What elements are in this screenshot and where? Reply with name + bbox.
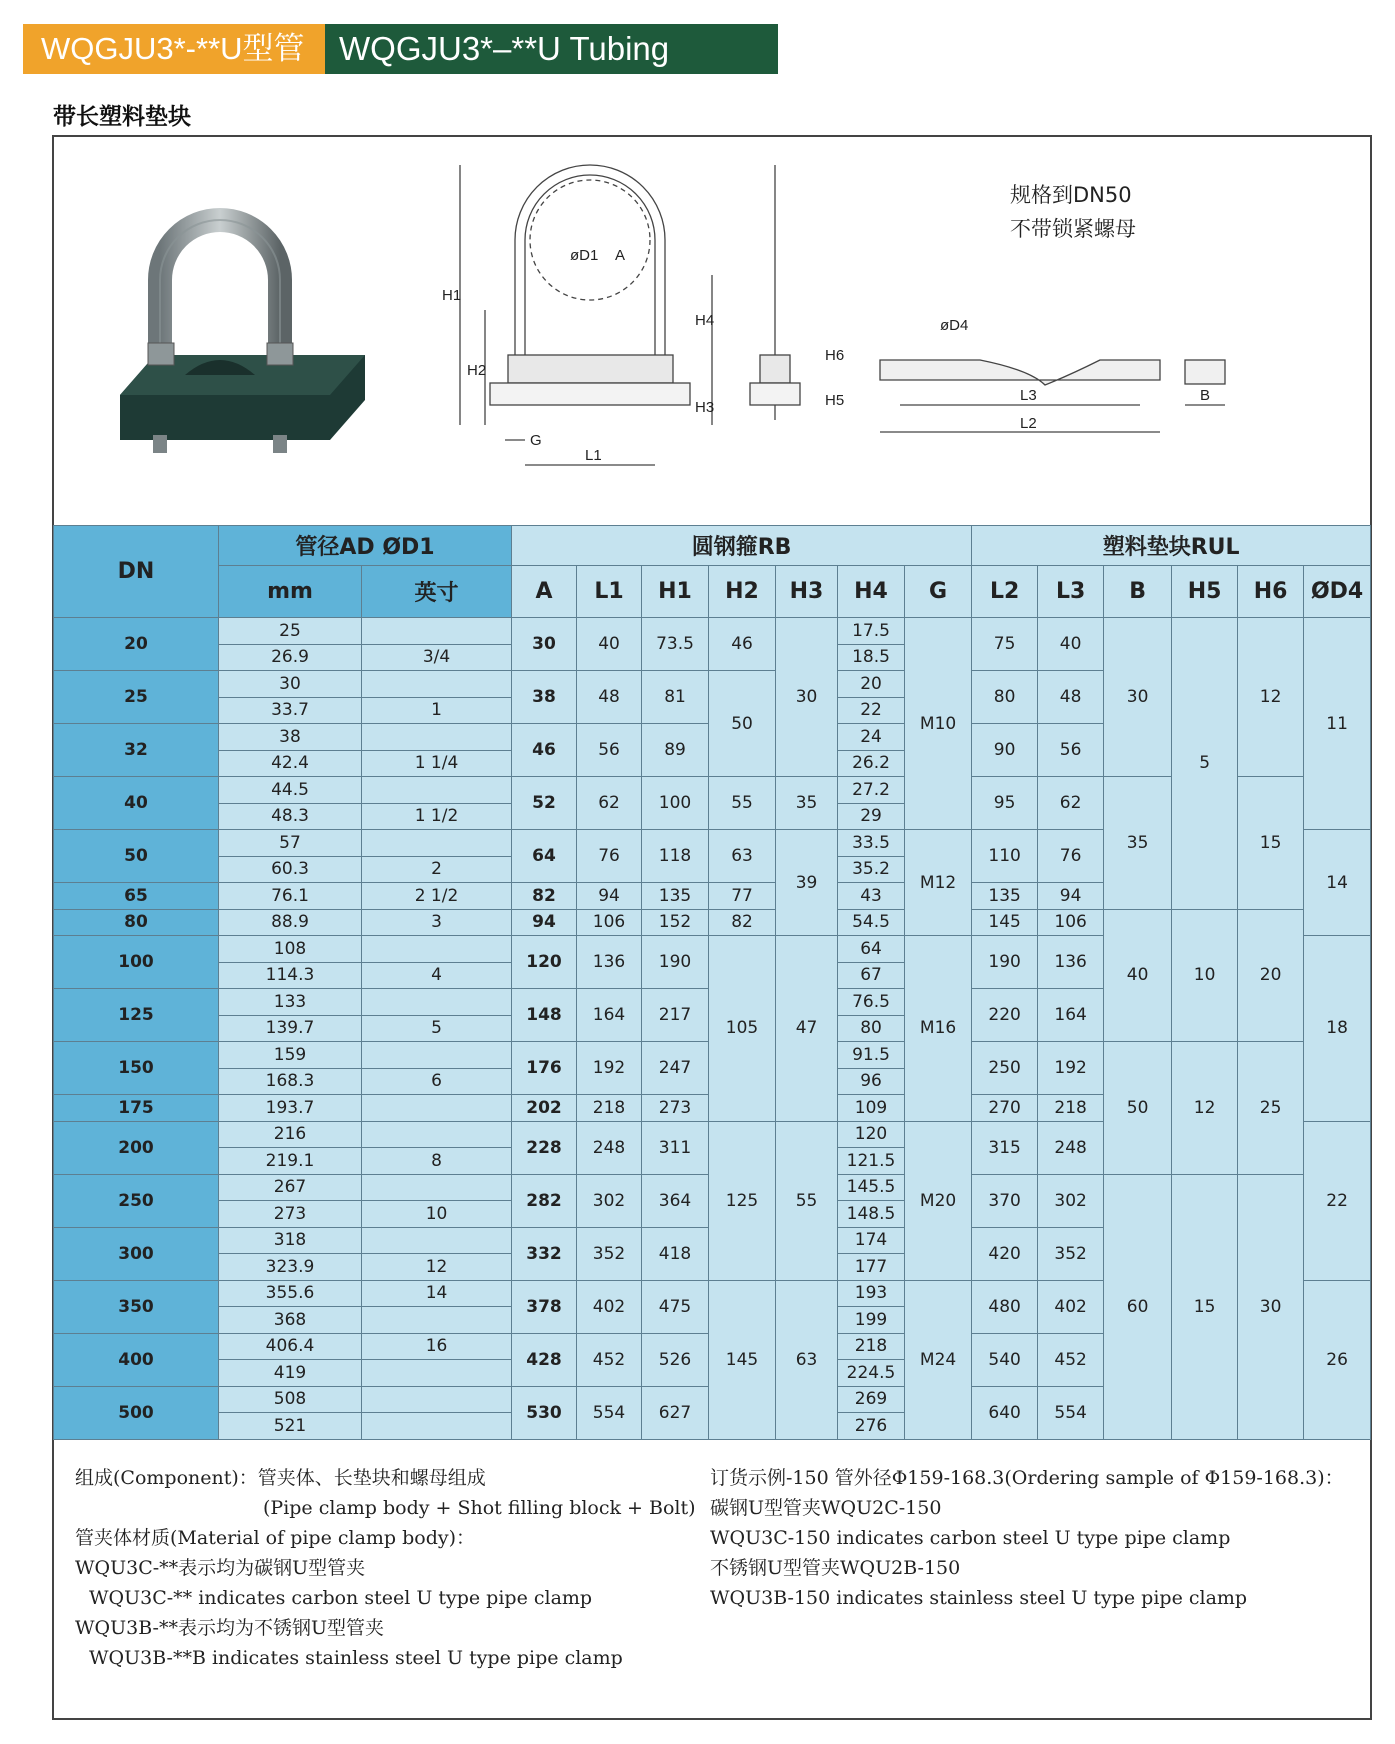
cell-h4: 18.5 <box>838 644 905 671</box>
cell-l2: 270 <box>972 1095 1038 1122</box>
label-b: B <box>1200 387 1211 404</box>
cell-l1: 48 <box>577 671 642 724</box>
th-l1: L1 <box>577 566 642 618</box>
cell-h1: 152 <box>642 909 709 936</box>
cell-h1: 190 <box>642 936 709 989</box>
cell-mm: 368 <box>219 1307 362 1334</box>
cell-h6: 20 <box>1238 909 1304 1042</box>
cell-a: 46 <box>512 724 577 777</box>
label-l1: L1 <box>585 447 602 464</box>
cell-h6: 30 <box>1238 1174 1304 1439</box>
cell-h4: 29 <box>838 803 905 830</box>
th-pipe: 管径AD ØD1 <box>219 526 512 566</box>
cell-inch: 1 <box>362 697 512 724</box>
spec-note-line1: 规格到DN50 <box>1010 183 1132 207</box>
cell-dn: 25 <box>54 671 219 724</box>
cell-l3: 402 <box>1038 1280 1104 1333</box>
cell-inch: 12 <box>362 1254 512 1281</box>
cell-l2: 480 <box>972 1280 1038 1333</box>
cell-mm: 216 <box>219 1121 362 1148</box>
cell-h4: 67 <box>838 962 905 989</box>
cell-a: 52 <box>512 777 577 830</box>
cell-h4: 109 <box>838 1095 905 1122</box>
cell-h3: 47 <box>776 936 838 1122</box>
cell-h2: 77 <box>709 883 776 910</box>
cell-h1: 418 <box>642 1227 709 1280</box>
cell-a: 530 <box>512 1386 577 1439</box>
th-b: B <box>1104 566 1172 618</box>
cell-inch <box>362 1227 512 1254</box>
cell-inch <box>362 724 512 751</box>
cell-h4: 120 <box>838 1121 905 1148</box>
cell-b: 50 <box>1104 1042 1172 1175</box>
th-h6: H6 <box>1238 566 1304 618</box>
cell-inch <box>362 830 512 857</box>
cell-a: 332 <box>512 1227 577 1280</box>
cell-mm: 139.7 <box>219 1015 362 1042</box>
cell-h4: 20 <box>838 671 905 698</box>
cell-h4: 35.2 <box>838 856 905 883</box>
cell-dn: 400 <box>54 1333 219 1386</box>
cell-mm: 38 <box>219 724 362 751</box>
cell-dn: 500 <box>54 1386 219 1439</box>
cell-inch: 16 <box>362 1333 512 1360</box>
cell-l2: 135 <box>972 883 1038 910</box>
cell-h4: 17.5 <box>838 618 905 645</box>
cell-l1: 136 <box>577 936 642 989</box>
cell-h1: 526 <box>642 1333 709 1386</box>
th-h5: H5 <box>1172 566 1238 618</box>
note-left-2: (Pipe clamp body + Shot filling block + Bolt) <box>263 1497 696 1519</box>
cell-h1: 118 <box>642 830 709 883</box>
cell-h4: 218 <box>838 1333 905 1360</box>
cell-h2: 55 <box>709 777 776 830</box>
cell-l1: 62 <box>577 777 642 830</box>
cell-h4: 54.5 <box>838 909 905 936</box>
cell-l2: 80 <box>972 671 1038 724</box>
cell-dn: 20 <box>54 618 219 671</box>
cell-a: 202 <box>512 1095 577 1122</box>
cell-a: 82 <box>512 883 577 910</box>
cell-inch <box>362 936 512 963</box>
cell-h4: 27.2 <box>838 777 905 804</box>
cell-inch <box>362 1413 512 1440</box>
cell-l1: 164 <box>577 989 642 1042</box>
cell-mm: 219.1 <box>219 1148 362 1175</box>
cell-h2: 105 <box>709 936 776 1122</box>
cell-h4: 145.5 <box>838 1174 905 1201</box>
cell-l3: 136 <box>1038 936 1104 989</box>
cell-inch: 3 <box>362 909 512 936</box>
th-h2: H2 <box>709 566 776 618</box>
cell-dn: 150 <box>54 1042 219 1095</box>
th-h4: H4 <box>838 566 905 618</box>
cell-h2: 125 <box>709 1121 776 1280</box>
cell-h4: 91.5 <box>838 1042 905 1069</box>
cell-dn: 350 <box>54 1280 219 1333</box>
cell-dn: 40 <box>54 777 219 830</box>
cell-mm: 42.4 <box>219 750 362 777</box>
cell-a: 94 <box>512 909 577 936</box>
cell-b: 30 <box>1104 618 1172 777</box>
table-row <box>54 909 1371 936</box>
cell-mm: 406.4 <box>219 1333 362 1360</box>
cell-l1: 248 <box>577 1121 642 1174</box>
cell-l2: 110 <box>972 830 1038 883</box>
cell-h3: 55 <box>776 1121 838 1280</box>
cell-a: 378 <box>512 1280 577 1333</box>
cell-h1: 89 <box>642 724 709 777</box>
cell-l3: 352 <box>1038 1227 1104 1280</box>
cell-dn: 125 <box>54 989 219 1042</box>
cell-h4: 43 <box>838 883 905 910</box>
cell-h4: 76.5 <box>838 989 905 1016</box>
cell-h1: 73.5 <box>642 618 709 671</box>
cell-l1: 106 <box>577 909 642 936</box>
cell-h4: 269 <box>838 1386 905 1413</box>
cell-h4: 174 <box>838 1227 905 1254</box>
cell-h4: 96 <box>838 1068 905 1095</box>
cell-dn: 300 <box>54 1227 219 1280</box>
cell-inch: 6 <box>362 1068 512 1095</box>
label-d1: øD1 <box>570 247 599 264</box>
cell-l1: 352 <box>577 1227 642 1280</box>
cell-l2: 75 <box>972 618 1038 671</box>
cell-l1: 218 <box>577 1095 642 1122</box>
cell-h5: 12 <box>1172 1042 1238 1175</box>
cell-inch <box>362 618 512 645</box>
cell-a: 148 <box>512 989 577 1042</box>
cell-mm: 33.7 <box>219 697 362 724</box>
cell-h1: 475 <box>642 1280 709 1333</box>
cell-g: M16 <box>905 936 972 1122</box>
cell-l3: 40 <box>1038 618 1104 671</box>
label-g: G <box>530 432 542 449</box>
label-h6: H6 <box>825 347 845 364</box>
cell-inch: 1 1/4 <box>362 750 512 777</box>
table-row <box>54 618 1371 645</box>
cell-inch: 2 1/2 <box>362 883 512 910</box>
cell-mm: 267 <box>219 1174 362 1201</box>
cell-mm: 193.7 <box>219 1095 362 1122</box>
cell-g: M20 <box>905 1121 972 1280</box>
table-body <box>54 618 1371 1440</box>
cell-l3: 302 <box>1038 1174 1104 1227</box>
cell-a: 176 <box>512 1042 577 1095</box>
label-d4: øD4 <box>940 317 969 334</box>
cell-a: 428 <box>512 1333 577 1386</box>
cell-mm: 133 <box>219 989 362 1016</box>
cell-h3: 30 <box>776 618 838 777</box>
cell-mm: 318 <box>219 1227 362 1254</box>
label-h2: H2 <box>467 362 487 379</box>
cell-mm: 26.9 <box>219 644 362 671</box>
cell-dn: 50 <box>54 830 219 883</box>
cell-l1: 402 <box>577 1280 642 1333</box>
cell-mm: 168.3 <box>219 1068 362 1095</box>
notes-right <box>710 1463 1360 1613</box>
cell-l3: 248 <box>1038 1121 1104 1174</box>
subtitle: 带长塑料垫块 <box>53 104 191 130</box>
note-right-1: 订货示例-150 管外径Φ159-168.3(Ordering sample of Φ159-168.3)： <box>710 1467 1344 1489</box>
label-h3: H3 <box>695 399 715 416</box>
th-d4: ØD4 <box>1304 566 1371 618</box>
technical-drawing <box>430 150 1330 480</box>
cell-l2: 640 <box>972 1386 1038 1439</box>
cell-inch <box>362 777 512 804</box>
note-right-3: WQU3C-150 indicates carbon steel U type pipe clamp <box>710 1527 1231 1549</box>
cell-mm: 355.6 <box>219 1280 362 1307</box>
cell-mm: 48.3 <box>219 803 362 830</box>
cell-h3: 35 <box>776 777 838 830</box>
cell-l3: 48 <box>1038 671 1104 724</box>
cell-l2: 420 <box>972 1227 1038 1280</box>
cell-l3: 554 <box>1038 1386 1104 1439</box>
cell-mm: 273 <box>219 1201 362 1228</box>
cell-h2: 50 <box>709 671 776 777</box>
cell-g: M24 <box>905 1280 972 1439</box>
cell-a: 120 <box>512 936 577 989</box>
cell-h2: 145 <box>709 1280 776 1439</box>
cell-l1: 94 <box>577 883 642 910</box>
cell-l1: 76 <box>577 830 642 883</box>
cell-h4: 64 <box>838 936 905 963</box>
cell-inch: 10 <box>362 1201 512 1228</box>
cell-l1: 56 <box>577 724 642 777</box>
cell-l2: 145 <box>972 909 1038 936</box>
cell-l3: 94 <box>1038 883 1104 910</box>
cell-l2: 95 <box>972 777 1038 830</box>
cell-h4: 33.5 <box>838 830 905 857</box>
cell-inch <box>362 1386 512 1413</box>
cell-h1: 273 <box>642 1095 709 1122</box>
th-dn: DN <box>54 526 219 618</box>
cell-l1: 554 <box>577 1386 642 1439</box>
cell-h4: 24 <box>838 724 905 751</box>
cell-h4: 199 <box>838 1307 905 1334</box>
cell-l1: 302 <box>577 1174 642 1227</box>
cell-h6: 25 <box>1238 1042 1304 1175</box>
cell-l3: 164 <box>1038 989 1104 1042</box>
label-h4: H4 <box>695 312 715 329</box>
cell-inch <box>362 1174 512 1201</box>
cell-mm: 30 <box>219 671 362 698</box>
cell-dn: 32 <box>54 724 219 777</box>
th-h1: H1 <box>642 566 709 618</box>
cell-h1: 311 <box>642 1121 709 1174</box>
cell-l2: 540 <box>972 1333 1038 1386</box>
cell-mm: 323.9 <box>219 1254 362 1281</box>
th-l2: L2 <box>972 566 1038 618</box>
th-g: G <box>905 566 972 618</box>
cell-l2: 220 <box>972 989 1038 1042</box>
cell-mm: 114.3 <box>219 962 362 989</box>
cell-d4: 22 <box>1304 1121 1371 1280</box>
cell-h1: 217 <box>642 989 709 1042</box>
title-cn: WQGJU3*-**U型管夹 <box>23 24 325 74</box>
cell-a: 64 <box>512 830 577 883</box>
cell-mm: 508 <box>219 1386 362 1413</box>
th-inch: 英寸 <box>362 566 512 618</box>
cell-h4: 276 <box>838 1413 905 1440</box>
cell-h6: 12 <box>1238 618 1304 777</box>
cell-h2: 82 <box>709 909 776 936</box>
spec-note <box>1010 178 1136 246</box>
cell-mm: 88.9 <box>219 909 362 936</box>
cell-mm: 44.5 <box>219 777 362 804</box>
cell-inch <box>362 1307 512 1334</box>
cell-inch: 4 <box>362 962 512 989</box>
cell-inch: 8 <box>362 1148 512 1175</box>
title-en: WQGJU3*–**U Tubing Clamp <box>325 24 778 74</box>
cell-b: 40 <box>1104 909 1172 1042</box>
cell-l2: 370 <box>972 1174 1038 1227</box>
cell-inch: 5 <box>362 1015 512 1042</box>
cell-dn: 175 <box>54 1095 219 1122</box>
cell-inch <box>362 1360 512 1387</box>
cell-h2: 63 <box>709 830 776 883</box>
cell-a: 38 <box>512 671 577 724</box>
note-left-6: WQU3B-**表示均为不锈钢U型管夹 <box>75 1617 384 1639</box>
cell-h4: 193 <box>838 1280 905 1307</box>
cell-dn: 200 <box>54 1121 219 1174</box>
cell-h4: 121.5 <box>838 1148 905 1175</box>
cell-mm: 25 <box>219 618 362 645</box>
cell-h4: 177 <box>838 1254 905 1281</box>
cell-mm: 108 <box>219 936 362 963</box>
cell-h4: 148.5 <box>838 1201 905 1228</box>
cell-h3: 39 <box>776 830 838 936</box>
cell-inch <box>362 1121 512 1148</box>
cell-dn: 250 <box>54 1174 219 1227</box>
note-left-5: WQU3C-** indicates carbon steel U type pipe clamp <box>89 1587 593 1609</box>
cell-mm: 60.3 <box>219 856 362 883</box>
cell-h1: 627 <box>642 1386 709 1439</box>
th-rul: 塑料垫块RUL <box>972 526 1371 566</box>
label-l3: L3 <box>1020 387 1037 404</box>
note-left-1: 组成(Component)：管夹体、长垫块和螺母组成 <box>75 1467 486 1489</box>
cell-h5: 10 <box>1172 909 1238 1042</box>
note-left-4: WQU3C-**表示均为碳钢U型管夹 <box>75 1557 366 1579</box>
cell-h3: 63 <box>776 1280 838 1439</box>
spec-note-line2: 不带锁紧螺母 <box>1010 217 1136 241</box>
cell-l3: 192 <box>1038 1042 1104 1095</box>
cell-inch: 1 1/2 <box>362 803 512 830</box>
th-l3: L3 <box>1038 566 1104 618</box>
label-h1: H1 <box>442 287 462 304</box>
cell-l1: 192 <box>577 1042 642 1095</box>
notes-left <box>75 1463 715 1673</box>
cell-g: M12 <box>905 830 972 936</box>
cell-h6: 15 <box>1238 777 1304 910</box>
cell-l2: 90 <box>972 724 1038 777</box>
th-h3: H3 <box>776 566 838 618</box>
spec-table <box>53 525 1371 1440</box>
note-right-4: 不锈钢U型管夹WQU2B-150 <box>710 1557 961 1579</box>
cell-b: 60 <box>1104 1174 1172 1439</box>
cell-inch <box>362 671 512 698</box>
cell-h5: 5 <box>1172 618 1238 910</box>
cell-inch <box>362 989 512 1016</box>
cell-l2: 190 <box>972 936 1038 989</box>
cell-l2: 250 <box>972 1042 1038 1095</box>
note-left-3: 管夹体材质(Material of pipe clamp body)： <box>75 1527 476 1549</box>
cell-h1: 81 <box>642 671 709 724</box>
cell-mm: 76.1 <box>219 883 362 910</box>
cell-a: 282 <box>512 1174 577 1227</box>
cell-h4: 22 <box>838 697 905 724</box>
th-a: A <box>512 566 577 618</box>
cell-l3: 218 <box>1038 1095 1104 1122</box>
note-right-2: 碳钢U型管夹WQU2C-150 <box>710 1497 942 1519</box>
cell-dn: 100 <box>54 936 219 989</box>
th-mm: mm <box>219 566 362 618</box>
cell-inch: 3/4 <box>362 644 512 671</box>
cell-h1: 135 <box>642 883 709 910</box>
cell-mm: 159 <box>219 1042 362 1069</box>
cell-l2: 315 <box>972 1121 1038 1174</box>
cell-dn: 65 <box>54 883 219 910</box>
note-right-5: WQU3B-150 indicates stainless steel U type pipe clamp <box>710 1587 1248 1609</box>
cell-l3: 106 <box>1038 909 1104 936</box>
cell-h4: 80 <box>838 1015 905 1042</box>
cell-h5: 15 <box>1172 1174 1238 1439</box>
cell-d4: 14 <box>1304 830 1371 936</box>
cell-l3: 56 <box>1038 724 1104 777</box>
cell-g: M10 <box>905 618 972 830</box>
cell-l3: 76 <box>1038 830 1104 883</box>
cell-h4: 224.5 <box>838 1360 905 1387</box>
cell-inch <box>362 1095 512 1122</box>
cell-mm: 57 <box>219 830 362 857</box>
cell-l1: 452 <box>577 1333 642 1386</box>
th-rb: 圆钢箍RB <box>512 526 972 566</box>
cell-h1: 364 <box>642 1174 709 1227</box>
cell-b: 35 <box>1104 777 1172 910</box>
cell-mm: 419 <box>219 1360 362 1387</box>
cell-inch <box>362 1042 512 1069</box>
cell-l3: 62 <box>1038 777 1104 830</box>
cell-a: 228 <box>512 1121 577 1174</box>
cell-l1: 40 <box>577 618 642 671</box>
cell-inch: 14 <box>362 1280 512 1307</box>
cell-h2: 46 <box>709 618 776 671</box>
cell-h1: 100 <box>642 777 709 830</box>
cell-mm: 521 <box>219 1413 362 1440</box>
label-h5: H5 <box>825 392 845 409</box>
cell-l3: 452 <box>1038 1333 1104 1386</box>
label-l2: L2 <box>1020 415 1037 432</box>
note-left-7: WQU3B-**B indicates stainless steel U type pipe clamp <box>89 1647 623 1669</box>
cell-a: 30 <box>512 618 577 671</box>
cell-h1: 247 <box>642 1042 709 1095</box>
label-a: A <box>615 247 626 264</box>
cell-d4: 11 <box>1304 618 1371 830</box>
cell-dn: 80 <box>54 909 219 936</box>
product-photo <box>115 195 375 455</box>
cell-inch: 2 <box>362 856 512 883</box>
cell-h4: 26.2 <box>838 750 905 777</box>
cell-d4: 18 <box>1304 936 1371 1122</box>
cell-d4: 26 <box>1304 1280 1371 1439</box>
